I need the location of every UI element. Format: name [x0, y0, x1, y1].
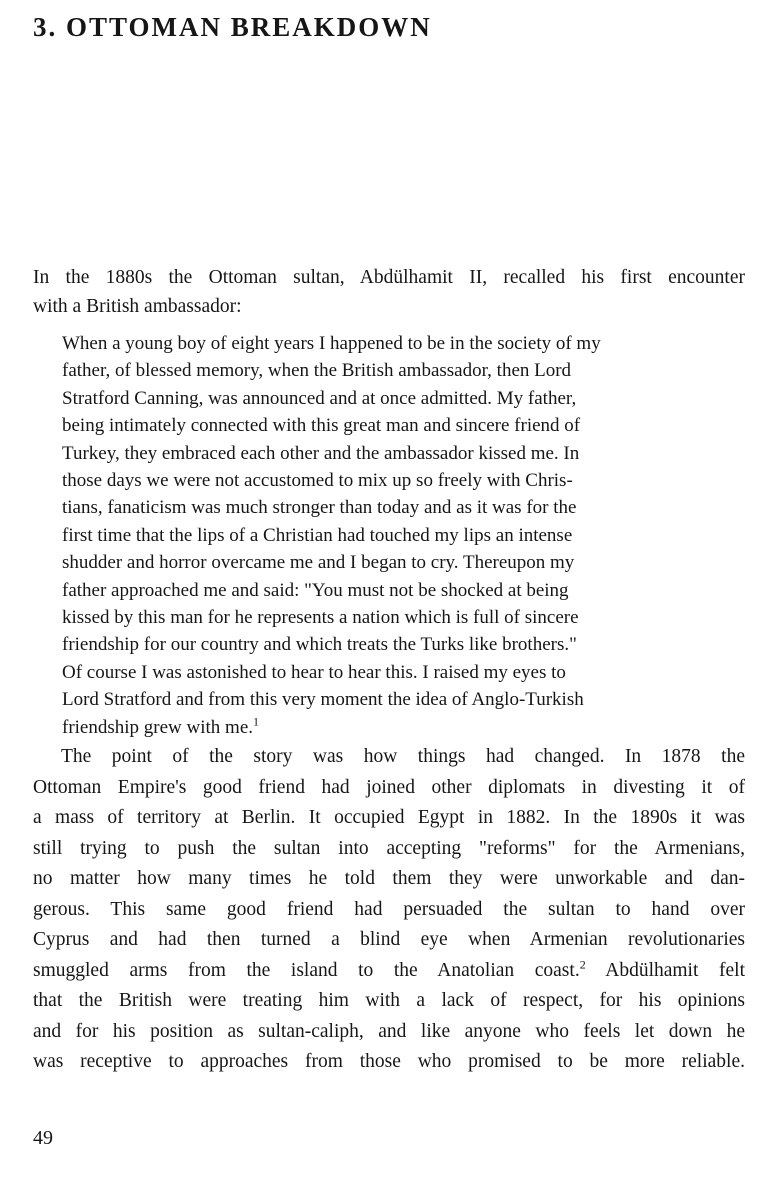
intro-line: with a British ambassador: [33, 296, 242, 317]
quote-line: kissed by this man for he represents a nation which is full of sincere [62, 607, 579, 629]
body-line-text: smuggled arms from the island to the Anatolian coast. [33, 959, 580, 981]
quote-line: friendship for our country and which treats the Turks like brothers." [62, 634, 577, 656]
intro-paragraph [33, 263, 745, 321]
page-number: 49 [33, 1127, 53, 1149]
quote-line: Lord Stratford and from this very moment the idea of Anglo-Turkish [62, 689, 584, 711]
quote-line: Stratford Canning, was announced and at once admitted. My father, [62, 387, 577, 409]
body-line: a mass of territory at Berlin. It occupied Egypt in 1882. In the 1890s it was [33, 807, 745, 828]
body-line: and for his position as sultan-caliph, and like anyone who feels let down he [33, 1020, 745, 1042]
quote-line: father approached me and said: "You must not be shocked at being [62, 579, 569, 601]
body-line: The point of the story was how things had changed. In 1878 the [61, 746, 745, 767]
quote-line: shudder and horror overcame me and I began to cry. Thereupon my [62, 552, 575, 574]
quote-line: When a young boy of eight years I happened to be in the society of my [62, 333, 601, 354]
body-line: Ottoman Empire's good friend had joined other diplomats in divesting it of [33, 776, 745, 798]
intro-line: In the 1880s the Ottoman sultan, Abdülhamit II, recalled his first encounter [33, 267, 745, 288]
body-line: gerous. This same good friend had persuaded the sultan to hand over [33, 898, 745, 920]
quote-line: tians, fanaticism was much stronger than today and as it was for the [62, 497, 577, 519]
footnote-ref-2[interactable]: 2 [579, 957, 586, 971]
quote-line: first time that the lips of a Christian had touched my lips an intense [62, 524, 573, 546]
quote-line: being intimately connected with this great man and sincere friend of [62, 415, 581, 437]
body-line: no matter how many times he told them they were unworkable and dan- [33, 868, 745, 889]
body-line: was receptive to approaches from those who promised to be more reliable. [33, 1051, 745, 1072]
quote-line: Turkey, they embraced each other and the ambassador kissed me. In [62, 442, 580, 464]
quote-line-text: friendship grew with me. [62, 716, 254, 738]
body-line: still trying to push the sultan into accepting "reforms" for the Armenians, [33, 837, 745, 859]
body-line: Cyprus and had then turned a blind eye when Armenian revolutionaries [33, 929, 745, 950]
quote-line: Of course I was astonished to hear to hear this. I raised my eyes to [62, 661, 566, 683]
footnote-ref-1[interactable]: 1 [253, 714, 260, 729]
body-line-with-footnote [33, 956, 745, 987]
body-line-tail: Abdülhamit felt [585, 959, 745, 981]
body-paragraph [33, 742, 745, 1078]
quote-last-line [62, 714, 742, 741]
quote-line: those days we were not accustomed to mix up so freely with Chris- [62, 470, 573, 492]
body-line: that the British were treating him with a lack of respect, for his opinions [33, 990, 745, 1011]
block-quote [62, 330, 742, 741]
quote-line: father, of blessed memory, when the British ambassador, then Lord [62, 360, 572, 382]
chapter-title: 3. OTTOMAN BREAKDOWN [33, 12, 432, 42]
